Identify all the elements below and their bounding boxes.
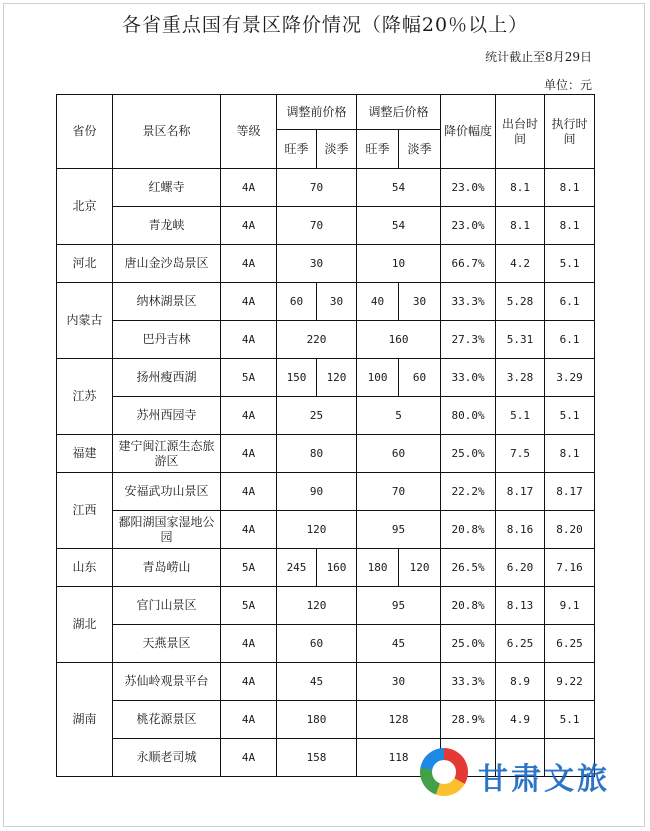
header-grade: 等级 [221,95,277,169]
after-peak-cell: 40 [357,283,399,321]
exec-date-cell: 5.1 [545,397,595,435]
after-peak-cell: 100 [357,359,399,397]
grade-cell: 4A [221,283,277,321]
before-price-cell: 70 [277,169,357,207]
before-price-cell: 70 [277,207,357,245]
province-cell: 内蒙古 [57,283,113,359]
scenic-name-cell: 巴丹吉林 [113,321,221,359]
grade-cell: 4A [221,473,277,511]
before-peak-cell: 150 [277,359,317,397]
scenic-name-cell: 鄱阳湖国家湿地公园 [113,511,221,549]
scenic-name-cell: 建宁闽江源生态旅游区 [113,435,221,473]
after-price-cell: 10 [357,245,441,283]
grade-cell: 5A [221,549,277,587]
before-peak-cell: 60 [277,283,317,321]
exec-date-cell: 8.17 [545,473,595,511]
drop-cell: 23.0% [441,169,496,207]
release-date-cell: 4.9 [496,701,545,739]
release-date-cell: 6.25 [496,625,545,663]
drop-cell: 20.8% [441,511,496,549]
after-price-cell: 118 [357,739,441,777]
province-cell: 江苏 [57,359,113,435]
before-price-cell: 180 [277,701,357,739]
header-after-off: 淡季 [399,130,441,169]
scenic-name-cell: 永顺老司城 [113,739,221,777]
scenic-name-cell: 官门山景区 [113,587,221,625]
grade-cell: 4A [221,625,277,663]
header-before-off: 淡季 [317,130,357,169]
table-row [57,587,595,625]
drop-cell: 80.0% [441,397,496,435]
table-row [57,245,595,283]
before-off-cell: 30 [317,283,357,321]
province-cell: 江西 [57,473,113,549]
drop-cell: 22.2% [441,473,496,511]
before-price-cell: 45 [277,663,357,701]
after-off-cell: 120 [399,549,441,587]
exec-date-cell: 9.22 [545,663,595,701]
after-price-cell: 70 [357,473,441,511]
scenic-name-cell: 纳林湖景区 [113,283,221,321]
scenic-name-cell: 唐山金沙岛景区 [113,245,221,283]
unit-note: 单位：元 [543,78,592,92]
page-title: 各省重点国有景区降价情况（降幅20％以上） [121,14,529,36]
header-after-peak: 旺季 [357,130,399,169]
drop-cell: 33.0% [441,359,496,397]
header-exec-date: 执行时间 [545,95,595,169]
after-price-cell: 95 [357,511,441,549]
province-cell: 山东 [57,549,113,587]
before-price-cell: 60 [277,625,357,663]
release-date-cell: 4.2 [496,245,545,283]
exec-date-cell: 8.1 [545,435,595,473]
scenic-name-cell: 红螺寺 [113,169,221,207]
after-price-cell: 95 [357,587,441,625]
drop-cell: 28.9% [441,701,496,739]
table-row [57,511,595,549]
scenic-name-cell: 青龙峡 [113,207,221,245]
release-date-cell: 5.28 [496,283,545,321]
exec-date-cell: 5.1 [545,245,595,283]
before-price-cell: 158 [277,739,357,777]
after-price-cell: 128 [357,701,441,739]
before-price-cell: 80 [277,435,357,473]
after-price-cell: 60 [357,435,441,473]
before-price-cell: 30 [277,245,357,283]
before-off-cell: 160 [317,549,357,587]
before-price-cell: 120 [277,587,357,625]
drop-cell: 33.3% [441,663,496,701]
grade-cell: 5A [221,587,277,625]
exec-date-cell: 8.1 [545,169,595,207]
grade-cell: 4A [221,321,277,359]
table-row [57,473,595,511]
grade-cell: 4A [221,701,277,739]
exec-date-cell: 9.1 [545,587,595,625]
stat-cutoff-note: 统计截止至8月29日 [485,50,592,64]
release-date-cell: 7.5 [496,435,545,473]
table-row [57,625,595,663]
drop-cell: 20.8% [441,587,496,625]
drop-cell: 25.0% [441,435,496,473]
drop-cell: 66.7% [441,245,496,283]
watermark-text: 甘肃文旅 [478,762,610,797]
table-row [57,701,595,739]
release-date-cell: 6.20 [496,549,545,587]
scenic-name-cell: 苏州西园寺 [113,397,221,435]
province-cell: 河北 [57,245,113,283]
province-cell: 湖北 [57,587,113,663]
exec-date-cell: 5.1 [545,701,595,739]
release-date-cell: 8.13 [496,587,545,625]
after-price-cell: 5 [357,397,441,435]
grade-cell: 5A [221,359,277,397]
table-row [57,549,595,587]
exec-date-cell: 3.29 [545,359,595,397]
scenic-name-cell: 青岛崂山 [113,549,221,587]
after-price-cell: 54 [357,207,441,245]
before-peak-cell: 245 [277,549,317,587]
table-row [57,397,595,435]
scenic-name-cell: 安福武功山景区 [113,473,221,511]
release-date-cell: 5.31 [496,321,545,359]
drop-cell: 23.0% [441,207,496,245]
before-price-cell: 25 [277,397,357,435]
release-date-cell: 8.1 [496,169,545,207]
scenic-name-cell: 天燕景区 [113,625,221,663]
release-date-cell: 5.1 [496,397,545,435]
table-row [57,283,595,321]
before-price-cell: 120 [277,511,357,549]
drop-cell: 25.0% [441,625,496,663]
header-scenic-name: 景区名称 [113,95,221,169]
drop-cell: 27.3% [441,321,496,359]
table-row [57,359,595,397]
after-peak-cell: 180 [357,549,399,587]
grade-cell: 4A [221,397,277,435]
table-row [57,435,595,473]
table-row [57,663,595,701]
drop-cell: 26.5% [441,549,496,587]
release-date-cell: 8.1 [496,207,545,245]
grade-cell: 4A [221,207,277,245]
exec-date-cell: 7.16 [545,549,595,587]
watermark-logo [420,746,640,806]
after-price-cell: 54 [357,169,441,207]
table-row [57,321,595,359]
before-price-cell: 90 [277,473,357,511]
grade-cell: 4A [221,511,277,549]
header-drop: 降价幅度 [441,95,496,169]
drop-cell: 33.3% [441,283,496,321]
logo-mark-icon [420,748,468,796]
exec-date-cell: 6.1 [545,283,595,321]
after-price-cell: 160 [357,321,441,359]
exec-date-cell: 6.1 [545,321,595,359]
after-off-cell: 60 [399,359,441,397]
header-price-after: 调整后价格 [357,95,441,130]
grade-cell: 4A [221,245,277,283]
exec-date-cell: 8.1 [545,207,595,245]
header-before-peak: 旺季 [277,130,317,169]
grade-cell: 4A [221,663,277,701]
scenic-name-cell: 扬州瘦西湖 [113,359,221,397]
grade-cell: 4A [221,435,277,473]
exec-date-cell: 8.20 [545,511,595,549]
after-price-cell: 45 [357,625,441,663]
scenic-name-cell: 桃花源景区 [113,701,221,739]
province-cell: 湖南 [57,663,113,777]
after-price-cell: 30 [357,663,441,701]
release-date-cell: 3.28 [496,359,545,397]
header-province: 省份 [57,95,113,169]
after-off-cell: 30 [399,283,441,321]
province-cell: 北京 [57,169,113,245]
table-row [57,169,595,207]
province-cell: 福建 [57,435,113,473]
price-table [56,94,595,777]
table-row [57,207,595,245]
header-price-before: 调整前价格 [277,95,357,130]
before-off-cell: 120 [317,359,357,397]
release-date-cell: 8.9 [496,663,545,701]
exec-date-cell: 6.25 [545,625,595,663]
grade-cell: 4A [221,169,277,207]
grade-cell: 4A [221,739,277,777]
before-price-cell: 220 [277,321,357,359]
release-date-cell: 8.16 [496,511,545,549]
release-date-cell: 8.17 [496,473,545,511]
header-release-date: 出台时间 [496,95,545,169]
scenic-name-cell: 苏仙岭观景平台 [113,663,221,701]
